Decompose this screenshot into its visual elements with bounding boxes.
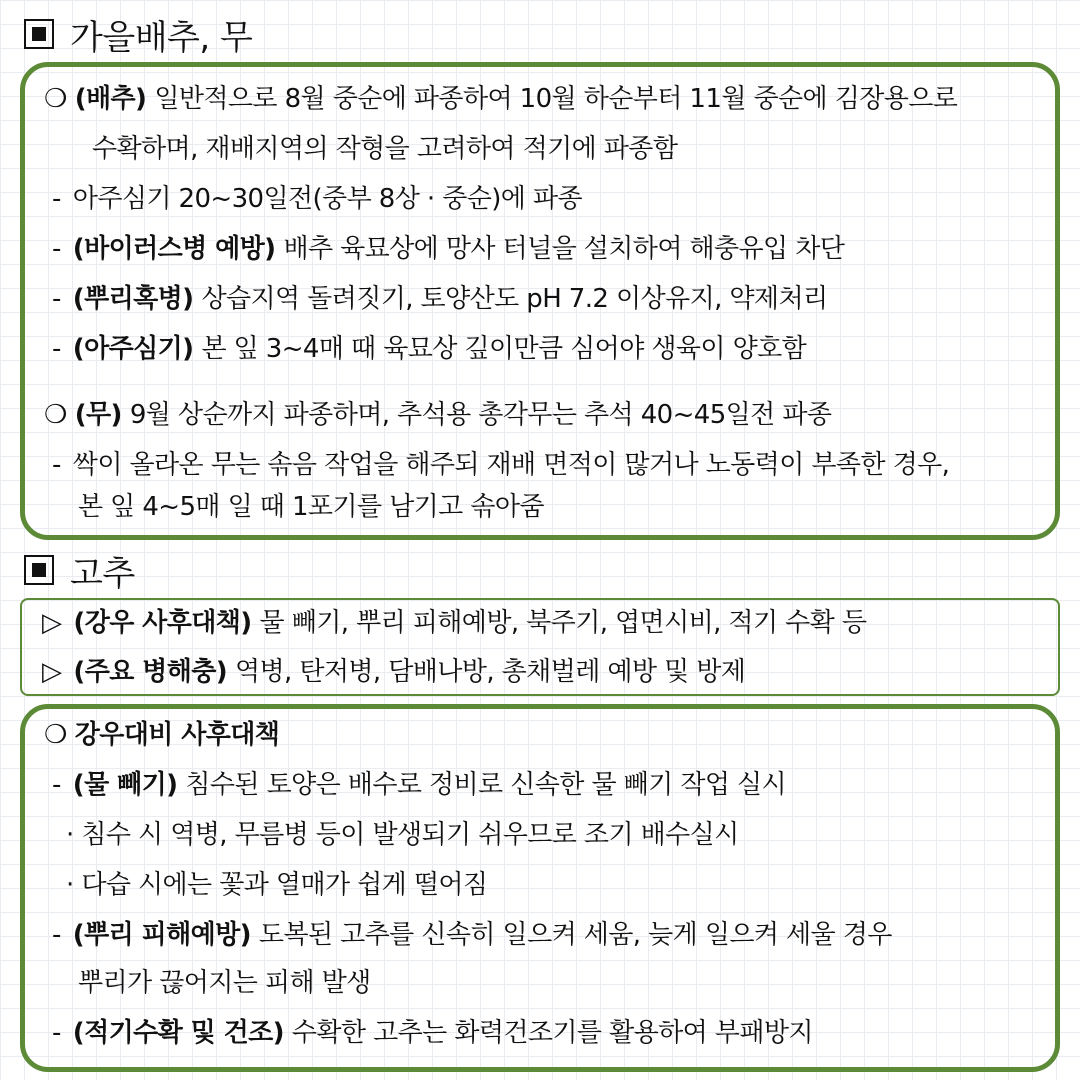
detail-heading-text: 강우대비 사후대책 — [74, 720, 280, 750]
circle-bullet-icon: ❍ — [44, 720, 67, 750]
item-key: (뿌리혹병) — [72, 284, 194, 314]
cabbage-item-1 — [52, 182, 582, 216]
harvest-key: (적기수확 및 건조) — [72, 1018, 284, 1048]
radish-item-line-1 — [52, 448, 949, 482]
item-text: 배추 육묘상에 망사 터널을 설치하여 해충유입 차단 — [283, 234, 845, 264]
cabbage-line-1 — [44, 82, 957, 116]
root-item-line-1 — [52, 918, 892, 952]
circle-bullet-icon: ❍ — [44, 84, 67, 114]
cabbage-item-3 — [52, 282, 827, 316]
item-text: 아주심기 20~30일전(중부 8상 · 중순)에 파종 — [72, 184, 582, 214]
pepper-summary-2 — [42, 655, 745, 689]
pepper-summary-1 — [42, 606, 866, 640]
summary-key: (강우 사후대책) — [73, 608, 252, 638]
root-item-line-2 — [78, 966, 371, 1000]
item-text: 본 잎 3~4매 때 육묘상 깊이만큼 심어야 생육이 양호함 — [201, 334, 807, 364]
cabbage-text-1: 일반적으로 8월 중순에 파종하여 10월 하순부터 11월 중순에 김장용으로 — [154, 84, 958, 114]
section-title: 고추 — [70, 553, 135, 594]
radish-item-line-2 — [78, 490, 544, 524]
summary-text: 역병, 탄저병, 담배나방, 총채벌레 예방 및 방제 — [235, 657, 746, 687]
section-heading-pepper — [24, 548, 135, 592]
dash-bullet: - — [52, 284, 61, 314]
cabbage-item-2 — [52, 232, 844, 266]
drain-sub-1 — [66, 818, 739, 852]
cabbage-text-2: 수확하며, 재배지역의 작형을 고려하여 적기에 파종함 — [92, 134, 678, 164]
dash-bullet: - — [52, 234, 61, 264]
radish-text: 9월 상순까지 파종하며, 추석용 총각무는 추석 40~45일전 파종 — [129, 400, 832, 430]
dash-bullet: - — [52, 450, 61, 480]
dash-bullet: - — [52, 920, 61, 950]
item-key: (아주심기) — [72, 334, 194, 364]
radish-item-text-2: 본 잎 4~5매 일 때 1포기를 남기고 솎아줌 — [78, 492, 544, 522]
cabbage-key: (배추) — [74, 84, 147, 114]
triangle-arrow-icon: ▷ — [42, 608, 62, 638]
summary-text: 물 빼기, 뿌리 피해예방, 북주기, 엽면시비, 적기 수확 등 — [259, 608, 867, 638]
harvest-item — [52, 1016, 813, 1050]
root-text-2: 뿌리가 끊어지는 피해 발생 — [78, 968, 371, 998]
dash-bullet: - — [52, 334, 61, 364]
item-text: 상습지역 돌려짓기, 토양산도 pH 7.2 이상유지, 약제처리 — [201, 284, 828, 314]
pepper-detail-heading — [44, 718, 279, 752]
radish-key: (무) — [74, 400, 122, 430]
root-text-1: 도복된 고추를 신속히 일으켜 세움, 늦게 일으켜 세울 경우 — [258, 920, 892, 950]
drain-sub-text: · 다습 시에는 꽃과 열매가 쉽게 떨어짐 — [66, 870, 488, 900]
radish-line — [44, 398, 831, 432]
section-title: 가을배추, 무 — [70, 17, 253, 58]
filled-square-bullet-icon — [24, 555, 54, 585]
summary-key: (주요 병해충) — [73, 657, 228, 687]
drain-text: 침수된 토양은 배수로 정비로 신속한 물 빼기 작업 실시 — [185, 770, 787, 800]
cabbage-item-4 — [52, 332, 806, 366]
dash-bullet: - — [52, 770, 61, 800]
item-key: (바이러스병 예방) — [72, 234, 276, 264]
drain-sub-text: · 침수 시 역병, 무름병 등이 발생되기 쉬우므로 조기 배수실시 — [66, 820, 739, 850]
harvest-text: 수확한 고추는 화력건조기를 활용하여 부패방지 — [291, 1018, 813, 1048]
circle-bullet-icon: ❍ — [44, 400, 67, 430]
dash-bullet: - — [52, 1018, 61, 1048]
cabbage-line-2 — [92, 132, 677, 166]
section-heading-cabbage-radish — [24, 12, 252, 56]
drain-sub-2 — [66, 868, 487, 902]
triangle-arrow-icon: ▷ — [42, 657, 62, 687]
filled-square-bullet-icon — [24, 19, 54, 49]
root-key: (뿌리 피해예방) — [72, 920, 251, 950]
drain-item — [52, 768, 786, 802]
dash-bullet: - — [52, 184, 61, 214]
radish-item-text-1: 싹이 올라온 무는 솎음 작업을 해주되 재배 면적이 많거나 노동력이 부족한 경우, — [72, 450, 950, 480]
drain-key: (물 빼기) — [72, 770, 178, 800]
